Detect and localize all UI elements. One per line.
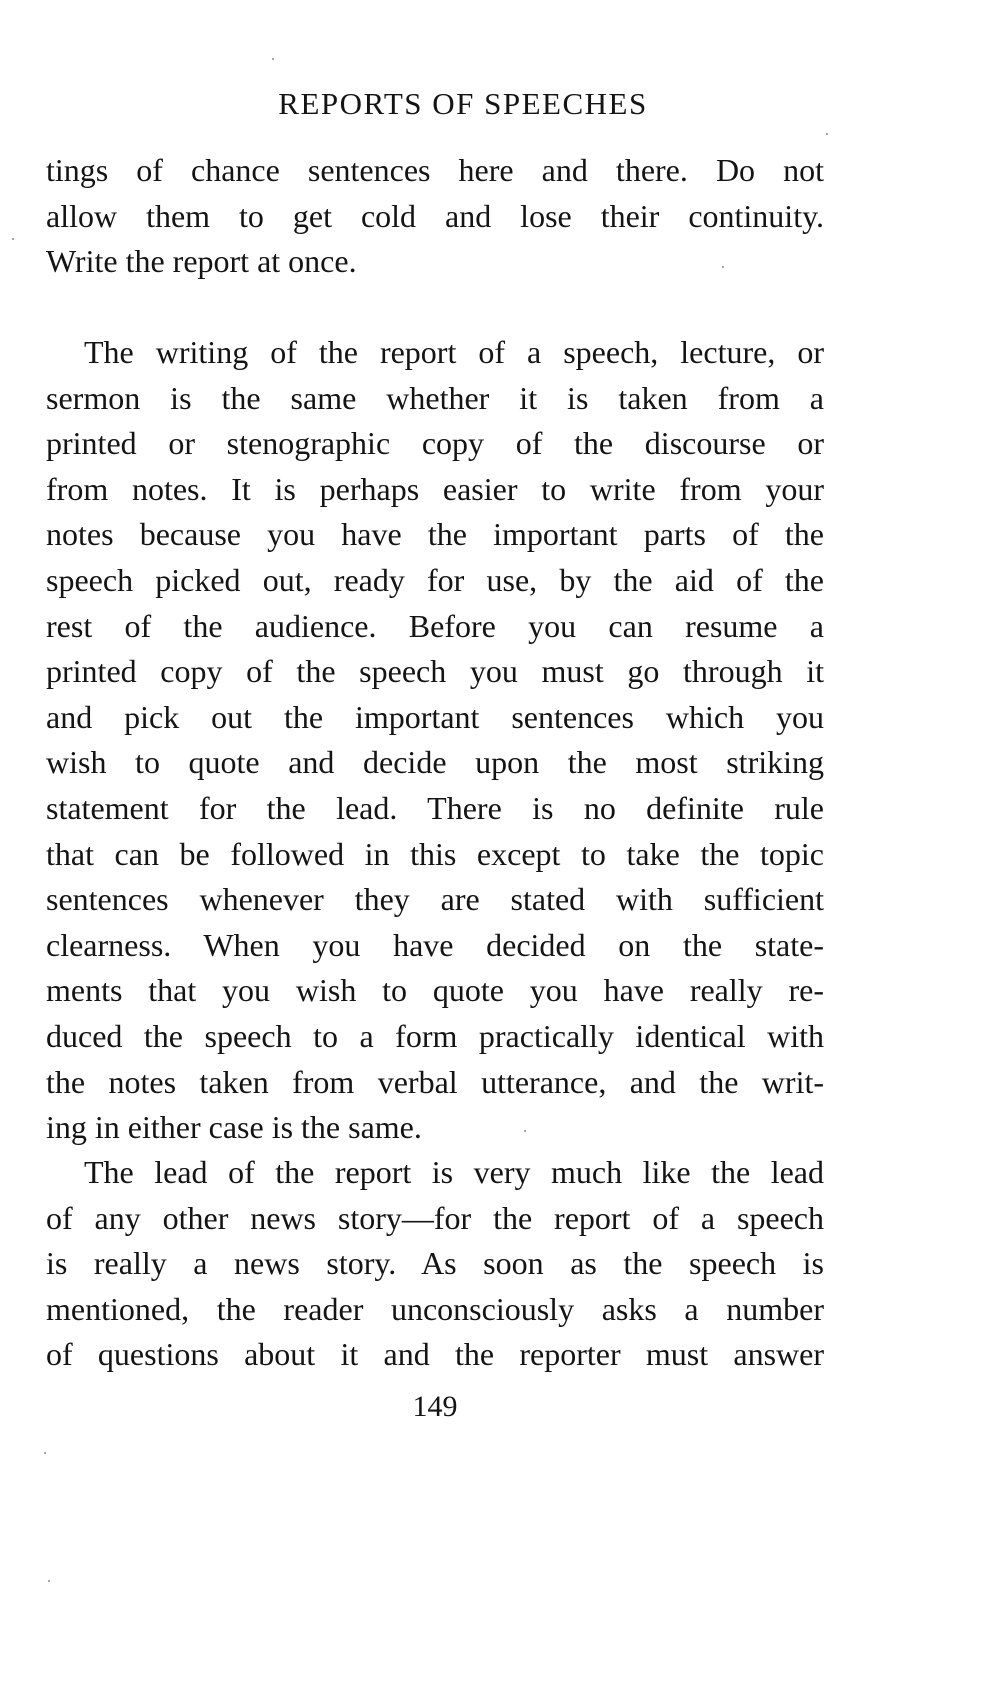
text-line: allow them to get cold and lose their continuity. — [46, 197, 824, 234]
page-number: 149 — [412, 1390, 458, 1423]
text-line: Write the report at once. — [46, 243, 357, 280]
text-line: ing in either case is the same. — [46, 1109, 422, 1146]
text-line: that can be followed in this except to take the topic — [46, 835, 824, 872]
paper-speck — [524, 1130, 526, 1132]
text-line: tings of chance sentences here and there. Do not — [46, 152, 824, 188]
text-line: wish to quote and decide upon the most striking — [46, 744, 824, 781]
text-line: from notes. It is perhaps easier to write from your — [46, 470, 824, 507]
paper-speck — [44, 1452, 46, 1454]
text-line: sentences whenever they are stated with sufficient — [46, 881, 824, 918]
paper-speck — [12, 238, 14, 240]
text-line: clearness. When you have decided on the state- — [46, 926, 824, 963]
paper-speck — [826, 133, 828, 135]
text-line: is really a news story. As soon as the speech is — [46, 1245, 824, 1282]
text-line: rest of the audience. Before you can resume a — [46, 607, 824, 644]
paper-speck — [48, 1580, 50, 1582]
text-line: ments that you wish to quote you have really re- — [46, 972, 824, 1009]
text-line: notes because you have the important parts of the — [46, 516, 824, 553]
text-line: speech picked out, ready for use, by the aid of the — [46, 561, 824, 598]
text-line: of questions about it and the reporter must answer — [46, 1336, 824, 1373]
text-line: duced the speech to a form practically identical with — [46, 1017, 824, 1054]
text-line: and pick out the important sentences which you — [46, 698, 824, 735]
text-line: printed or stenographic copy of the discourse or — [46, 425, 824, 462]
text-line: printed copy of the speech you must go through it — [46, 653, 824, 690]
paper-speck — [722, 266, 724, 268]
text-line: The writing of the report of a speech, lecture, or — [84, 334, 824, 370]
text-line: sermon is the same whether it is taken from a — [46, 379, 824, 416]
text-line: mentioned, the reader unconsciously asks a number — [46, 1290, 824, 1327]
text-line: the notes taken from verbal utterance, and the writ- — [46, 1063, 824, 1100]
text-line: of any other news story—for the report of a speech — [46, 1199, 824, 1236]
running-head: REPORTS OF SPEECHES — [278, 86, 648, 121]
text-line: The lead of the report is very much like the lead — [84, 1154, 824, 1190]
paper-speck — [272, 58, 274, 60]
paragraph-continuation — [46, 148, 824, 285]
paragraph-lead-of-report — [46, 1150, 824, 1378]
paragraph-writing-report — [46, 330, 824, 1151]
text-line: statement for the lead. There is no definite rule — [46, 789, 824, 826]
